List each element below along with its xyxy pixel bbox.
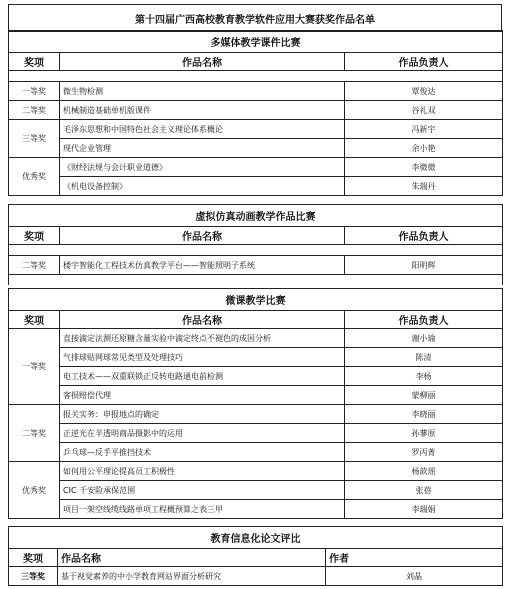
header-award: 奖项 (9, 53, 60, 71)
header-work: 作品名称 (60, 227, 345, 245)
person-cell: 阳明辉 (345, 256, 503, 275)
person-cell: 罗丙菁 (345, 443, 503, 462)
section-title: 多媒体教学课件比赛 (9, 31, 503, 53)
section-paper-review (8, 526, 502, 586)
person-cell: 张蓓 (345, 481, 503, 500)
person-cell: 谷礼双 (345, 101, 503, 120)
person-cell: 余小艳 (345, 139, 503, 158)
work-cell: 毛泽东思想和中国特色社会主义理论体系概论 (60, 120, 345, 139)
header-award: 奖项 (9, 311, 60, 329)
work-cell: 直接滴定法测还原糖含量实验中滴定终点不褪色的成因分析 (60, 329, 345, 348)
table-row (9, 367, 503, 386)
table-row (9, 329, 503, 348)
table-row (9, 82, 503, 101)
header-award: 奖项 (9, 227, 60, 245)
work-cell: 正逆光在半透明商品摄影中的运用 (60, 424, 345, 443)
award-cell: 三等奖 (9, 567, 58, 586)
page-title-block (8, 4, 502, 32)
page-title: 第十四届广西高校教育教学软件应用大赛获奖作品名单 (9, 5, 502, 32)
award-cell: 二等奖 (9, 101, 60, 120)
person-cell: 冯新宇 (345, 120, 503, 139)
work-cell: 如何用公平理论提高员工积极性 (60, 462, 345, 481)
person-cell: 杨歆瑶 (345, 462, 503, 481)
header-person: 作品负责人 (345, 311, 503, 329)
section-multimedia (8, 30, 502, 196)
section-title: 虚拟仿真动画教学作品比赛 (9, 205, 503, 227)
header-award: 奖项 (9, 549, 58, 567)
table-row (9, 386, 503, 405)
work-cell: 《机电设备控制》 (60, 177, 345, 196)
table-row (9, 139, 503, 158)
author-cell: 刘晶 (326, 567, 503, 586)
table-row (9, 424, 503, 443)
award-cell: 优秀奖 (9, 158, 60, 196)
award-cell: 二等奖 (9, 405, 60, 462)
person-cell: 朱瑞丹 (345, 177, 503, 196)
work-cell: 项目一架空线缆线路单项工程概预算之表三甲 (60, 500, 345, 519)
table-row (9, 567, 503, 586)
work-cell: 《财经法规与会计职业道德》 (60, 158, 345, 177)
header-person: 作品负责人 (345, 227, 503, 245)
table-row (9, 348, 503, 367)
work-cell: 气排球贴网球常见类型及处理技巧 (60, 348, 345, 367)
person-cell: 覃俊达 (345, 82, 503, 101)
work-cell: 机械制造基础单机版课件 (60, 101, 345, 120)
person-cell: 李晓丽 (345, 405, 503, 424)
table-row (9, 462, 503, 481)
person-cell: 李杨 (345, 367, 503, 386)
person-cell: 谢小瑜 (345, 329, 503, 348)
work-cell: 微生物检测 (60, 82, 345, 101)
section-title: 教育信息化论文评比 (9, 527, 503, 549)
header-person: 作品负责人 (345, 53, 503, 71)
person-cell: 李微微 (345, 158, 503, 177)
work-cell: 楼宇智能化工程技术仿真教学平台——智能照明子系统 (60, 256, 345, 275)
award-cell: 一等奖 (9, 82, 60, 101)
work-cell: 乒乓球—反手平推挡技术 (60, 443, 345, 462)
table-row (9, 120, 503, 139)
work-cell: 客损赔偿代理 (60, 386, 345, 405)
header-work: 作品名称 (60, 53, 345, 71)
table-row (9, 256, 503, 275)
table-row (9, 443, 503, 462)
work-cell: 现代企业管理 (60, 139, 345, 158)
table-row (9, 405, 503, 424)
award-cell: 优秀奖 (9, 462, 60, 519)
award-cell: 三等奖 (9, 120, 60, 158)
person-cell: 孙蓼原 (345, 424, 503, 443)
award-cell: 一等奖 (9, 329, 60, 405)
header-work: 作品名称 (58, 549, 326, 567)
table-row (9, 101, 503, 120)
header-author: 作者 (326, 549, 503, 567)
person-cell: 蒙柳丽 (345, 386, 503, 405)
award-cell: 二等奖 (9, 256, 60, 275)
section-title: 微课教学比赛 (9, 289, 503, 311)
table-row (9, 158, 503, 177)
table-row (9, 177, 503, 196)
section-micro-lecture (8, 288, 502, 519)
section-virtual-simulation (8, 204, 502, 285)
work-cell: CIC 千安险承保范围 (60, 481, 345, 500)
header-work: 作品名称 (60, 311, 345, 329)
person-cell: 陈清 (345, 348, 503, 367)
work-cell: 基于视觉素养的中小学教育网站界面分析研究 (58, 567, 326, 586)
person-cell: 李瑞娟 (345, 500, 503, 519)
work-cell: 电工技术——双重联锁正反转电路通电前检测 (60, 367, 345, 386)
table-row (9, 481, 503, 500)
table-row (9, 500, 503, 519)
work-cell: 报关实务：申报地点的确定 (60, 405, 345, 424)
